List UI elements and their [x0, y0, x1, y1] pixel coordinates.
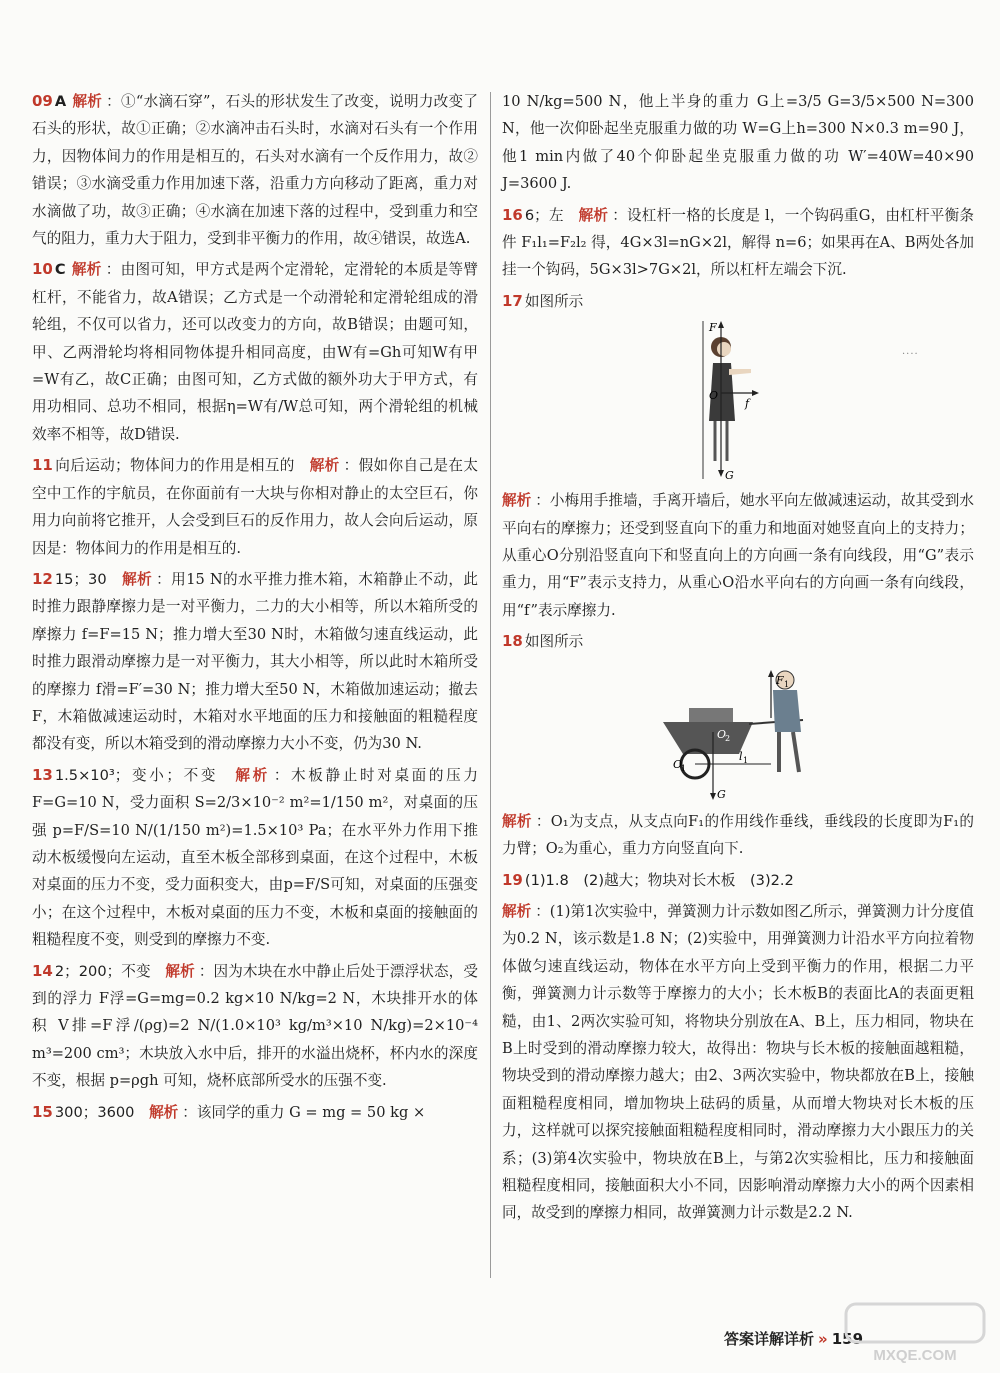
analysis-text: ：小梅用手推墙，手离开墙后，她水平向左做减速运动，故其受到水平向右的摩擦力；还受到竖直向下的重力和地面对她竖直向上的支持力；从重心O分别沿竖直向下和竖直向上的方向画一条有向线段，用“G”表示重力，用“F”表示支持力，从重心O沿水平向右的方向画一条有向线段，用“f”表示摩擦力. [502, 492, 974, 619]
question-number: 11 [32, 456, 53, 475]
question-number: 17 [502, 291, 523, 310]
answer-item-12 [32, 566, 478, 758]
answer-item-17-analysis [502, 487, 974, 624]
barrow-load [689, 708, 733, 722]
analysis-label: 解析 [165, 962, 195, 980]
label-G: G [725, 469, 734, 482]
label-O1-sub: 1 [681, 763, 687, 773]
answer-item-18 [502, 628, 974, 655]
worker-leg [793, 732, 799, 772]
answer-key: 1.5×10³；变小；不变 [54, 766, 219, 784]
figure-17-force-diagram [693, 321, 783, 481]
question-number: 12 [32, 569, 53, 588]
answer-key: 300；3600 [54, 1103, 135, 1121]
decorative-dots: ···· [902, 349, 919, 360]
watermark-frame [846, 1304, 984, 1342]
figure-18-wheelbarrow-diagram [653, 662, 823, 802]
analysis-label: 解析 [502, 902, 532, 920]
analysis-text: ：(1)第1次实验中，弹簧测力计示数如图乙所示，弹簧测力计分度值为0.2 N，该示数是1.8 N；(2)实验中，用弹簧测力计沿水平方向拉着物体做匀速直线运动，物体在水平方向上受到平衡力的作用，根据二力平衡，弹簧测力计示数等于摩擦力的大小；长木板B的表面比A的表面更粗糙，由1、2两次实验可知，将物块分别放在A、B上，压力相同，物块在B上时受到的滑动摩擦力较大，故得出：物块与长木板的接触面越粗糙，物块受到的滑动摩擦力越大；由2、3两次实验中，物块都放在B上，接触面粗糙程度相同，增加物块上砝码的质量，从而增大物块对长木板的压力，这样就可以探究接触面粗糙程度相同时，滑动摩擦力大小跟压力的关系；(3)第4次实验中，物块放在B上，与第2次实验相比，压力和接触面粗糙程度相同，接触面积大小不同，因影响滑动摩擦力大小的两个因素相同，故受到的摩擦力相同，故弹簧测力计示数是2.2 N. [502, 902, 974, 1222]
answer-key: A [54, 93, 67, 110]
analysis-label: 解析 [309, 457, 340, 475]
label-l1: l [739, 749, 743, 763]
analysis-text: ：①“水滴石穿”，石头的形状发生了改变，说明力改变了石头的形状，故①正确；②水滴冲击石头时，水滴对石头有一个作用力，因物体间力的作用是相互的，石头对水滴有一个反作用力，故②错误；③水滴受重力作用加速下落，沿重力方向移动了距离，重力对水滴做了功，故③正确；④水滴在加速下落的过程中，受到重力和空气的阻力，重力大于阻力，受到非平衡力的作用，故④错误，故选A. [32, 93, 478, 248]
right-column [502, 88, 974, 1231]
watermark-text: MXQE.COM [873, 1347, 957, 1364]
answer-key: (1)1.8 (2)越大；物块对长木板 (3)2.2 [524, 871, 794, 889]
answer-key: 6；左 [524, 206, 564, 224]
watermark-logo [840, 1300, 990, 1366]
question-number: 19 [502, 870, 523, 889]
worker-body [773, 690, 801, 732]
label-O1: O [673, 757, 683, 771]
figure-face [717, 342, 731, 356]
arrow-head [768, 670, 774, 677]
answer-key: C [54, 261, 66, 279]
question-number: 16 [502, 205, 523, 224]
analysis-label: 解析 [71, 261, 102, 279]
analysis-text: ：设杠杆一格的长度是 l，一个钩码重G，由杠杆平衡条件 F₁l₁=F₂l₂ 得，4G×3l=nG×2l，解得 n=6；如果再在A、B两处各加挂一个钩码，5G×3l>7G×2l，所以杠杆左端会下沉. [502, 206, 974, 279]
analysis-text: ：O₁为支点，从支点向F₁的作用线作垂线，垂线段的长度即为F₁的力臂；O₂为重心，重力方向竖直向下. [502, 812, 974, 858]
answer-item-15-continued [502, 88, 974, 198]
answer-item-16 [502, 202, 974, 284]
column-divider [490, 92, 491, 1278]
analysis-label: 解析 [235, 766, 270, 784]
answer-item-19 [502, 867, 974, 894]
analysis-label: 解析 [502, 492, 532, 510]
label-O2-sub: 2 [725, 733, 731, 743]
arrow-head [718, 321, 724, 328]
answer-key: 如图所示 [524, 292, 584, 310]
label-G: G [717, 787, 726, 801]
answer-item-15 [32, 1099, 478, 1126]
arrow-head [752, 390, 759, 396]
answer-item-10 [32, 256, 478, 448]
question-number: 10 [32, 260, 53, 279]
answer-item-13 [32, 762, 478, 954]
analysis-text: ：假如你自己是在太空中工作的宇航员，在你面前有一大块与你相对静止的太空巨石，你用力向前将它推开，人会受到巨石的反作用力，故人会向后运动，原因是：物体间力的作用是相互的. [32, 457, 478, 557]
analysis-label: 解析 [502, 812, 532, 830]
answer-item-17 [502, 288, 974, 315]
left-column [32, 88, 478, 1130]
analysis-text: 10 N/kg=500 N，他上半身的重力 G上=3/5 G=3/5×500 N=300 N，他一次仰卧起坐克服重力做的功 W=G上h=300 N×0.3 m=90 J，他1 min内做了40个仰卧起坐克服重力做的功 W′=40W=40×90 J=3600 J. [502, 93, 974, 193]
answer-key: 向后运动；物体间力的作用是相互的 [54, 457, 295, 475]
answer-item-14 [32, 958, 478, 1095]
analysis-text: ：因为木块在水中静止后处于漂浮状态，受到的浮力 F浮=G=mg=0.2 kg×10 N/kg=2 N，木块排开水的体积 V排=F浮/(ρg)=2 N/(1.0×10³ kg/m³×10 N/kg)=2×10⁻⁴ m³=200 cm³；木块放入水中后，排开的水溢出烧杯，杯内水的深度不变，根据 p=ρgh 可知，烧杯底部所受水的压强不变. [32, 962, 478, 1090]
question-number: 09 [32, 92, 53, 110]
label-F: F [709, 321, 717, 335]
analysis-text: ：由图可知，甲方式是两个定滑轮，定滑轮的本质是等臂杠杆，不能省力，故A错误；乙方式是一个动滑轮和定滑轮组成的滑轮组，不仅可以省力，还可以改变力的方向，故B错误；由题可知，甲、乙两滑轮均将相同物体提升相同高度，由W有=Gh可知W有甲=W有乙，故C正确；由图可知，乙方式做的额外功大于甲方式，有用功相同、总功不相同，根据η=W有/W总可知，两个滑轮组的机械效率不相等，故D错误. [32, 261, 478, 443]
analysis-text: ：该同学的重力 G = mg = 50 kg × [182, 1103, 426, 1121]
label-O: O [709, 389, 719, 403]
footer-title: 答案详解详析 [724, 1330, 815, 1348]
arrow-head [718, 470, 724, 477]
answer-item-19-analysis [502, 898, 974, 1227]
analysis-text: ：木板静止时对桌面的压力 F=G=10 N，受力面积 S=2/3×10⁻² m²=1/150 m²，对桌面的压强 p=F/S=10 N/(1/150 m²)=1.5×10³ Pa；在水平外力作用下推动木板缓慢向左运动，直至木板全部移到桌面，在这个过程中，木板对桌面的压力不变，受力面积变大，由p=F/S可知，对桌面的压强变小；在这个过程中，木板对桌面的压力不变，木板和桌面的接触面的粗糙程度不变，则受到的摩擦力不变. [32, 766, 478, 949]
label-F1-sub: 1 [784, 679, 790, 689]
label-F1: F [776, 673, 784, 687]
answer-key: 15；30 [54, 570, 107, 588]
question-number: 15 [32, 1102, 53, 1121]
answer-item-09 [32, 88, 478, 252]
label-O2: O [717, 727, 727, 741]
chevron-right-icon: » [818, 1330, 828, 1348]
page-number: 159 [831, 1330, 864, 1348]
question-number: 14 [32, 961, 53, 980]
question-number: 18 [502, 632, 523, 651]
figure-arm [729, 369, 751, 375]
arrow-head [710, 793, 716, 800]
analysis-text: ：用15 N的水平推力推木箱，木箱静止不动，此时推力跟静摩擦力是一对平衡力，二力的大小相等，所以木箱所受的摩擦力 f=F=15 N；推力增大至30 N时，木箱做匀速直线运动，此时推力跟滑动摩擦力是一对平衡力，其大小相等，所以此时木箱所受的摩擦力 f滑=F′=30 N；推力增大至50 N，木箱做加速运动；撤去F，木箱做减速运动时，木箱对水平地面的压力和接触面的粗糙程度都没有变，所以木箱受到的滑动摩擦力大小不变，仍为30 N. [32, 570, 478, 753]
label-f: f [745, 397, 750, 411]
analysis-label: 解析 [122, 570, 153, 588]
label-l1-sub: 1 [743, 755, 749, 765]
answer-item-18-analysis [502, 808, 974, 863]
analysis-label: 解析 [578, 206, 609, 224]
analysis-label: 解析 [149, 1103, 179, 1121]
question-number: 13 [32, 765, 53, 784]
analysis-label: 解析 [72, 93, 103, 110]
answer-key: 如图所示 [524, 633, 584, 651]
answer-key: 2；200；不变 [54, 962, 151, 980]
answer-item-11 [32, 452, 478, 562]
